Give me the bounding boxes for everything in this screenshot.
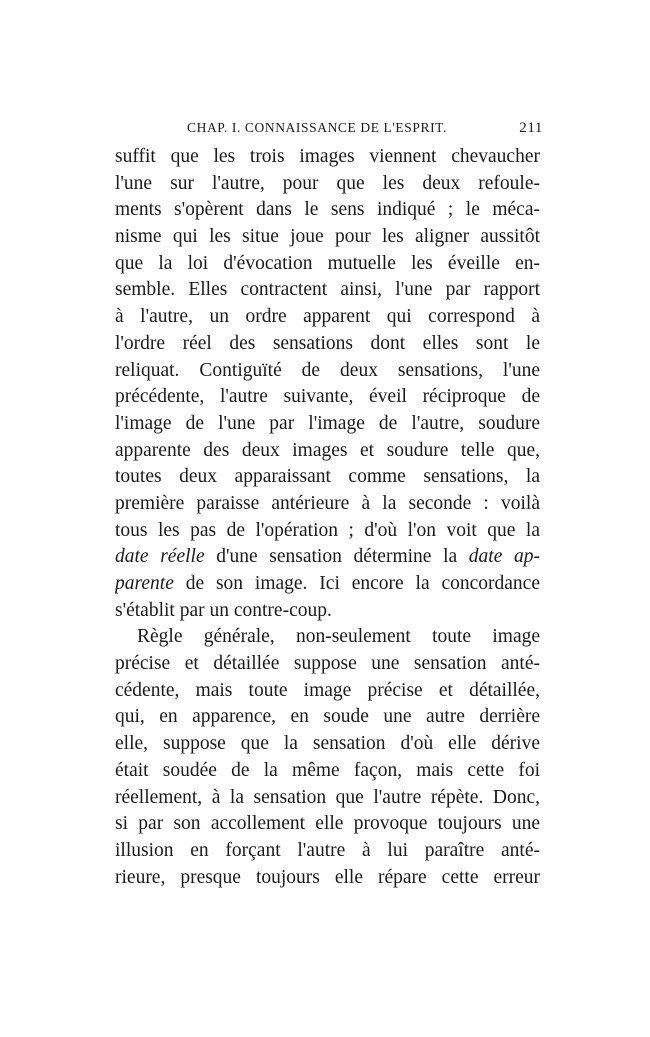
running-title: CHAP. I. CONNAISSANCE DE L'ESPRIT. — [187, 120, 447, 135]
text-line: cédente, mais toute image précise et détaillée, — [115, 679, 540, 701]
text-line: précise et détaillée suppose une sensation anté- — [115, 653, 540, 675]
text-line: s'établit par un contre-coup. — [115, 599, 332, 621]
text-segment: de son image. Ici encore la concordance — [173, 573, 540, 594]
italic-phrase: date réelle — [115, 546, 205, 568]
body-text — [115, 144, 540, 891]
text-line: apparente des deux images et soudure telle que, — [115, 439, 540, 461]
text-line: que la loi d'évocation mutuelle les éveille en- — [115, 252, 540, 274]
italic-phrase: parente — [115, 573, 174, 594]
text-line: réellement, à la sensation que l'autre répète. Donc, — [115, 786, 540, 808]
text-line: semble. Elles contractent ainsi, l'une par rapport — [115, 279, 540, 301]
text-line: illusion en forçant l'autre à lui paraître anté- — [115, 839, 540, 861]
text-line: à l'autre, un ordre apparent qui correspond à — [115, 306, 540, 328]
text-line: si par son accollement elle provoque toujours une — [115, 813, 540, 835]
text-line: l'ordre réel des sensations dont elles sont le — [115, 332, 540, 354]
text-line: ments s'opèrent dans le sens indiqué ; le méca- — [115, 199, 540, 221]
text-line: rieure, presque toujours elle répare cette erreur — [115, 866, 540, 888]
text-line: toutes deux apparaissant comme sensations, la — [115, 466, 540, 488]
text-line: première paraisse antérieure à la seconde : voilà — [115, 492, 540, 514]
text-line: tous les pas de l'opération ; d'où l'on voit que la — [115, 519, 540, 541]
text-line: l'image de l'une par l'image de l'autre, soudure — [115, 412, 540, 434]
text-line: suffit que les trois images viennent chevaucher — [115, 146, 540, 167]
text-line: précédente, l'autre suivante, éveil réciproque de — [115, 386, 540, 408]
page-header — [115, 120, 543, 140]
text-line-with-italics — [115, 571, 540, 598]
text-line: Règle générale, non-seulement toute image — [137, 626, 540, 648]
italic-phrase: date ap- — [468, 546, 540, 568]
text-line: était soudée de la même façon, mais cette foi — [115, 759, 540, 781]
text-line: reliquat. Contiguïté de deux sensations, l'une — [115, 359, 540, 381]
text-line: qui, en apparence, en soude une autre derrière — [115, 706, 540, 728]
text-line: l'une sur l'autre, pour que les deux refoule- — [115, 172, 540, 194]
text-line: nisme qui les situe joue pour les aligner aussitôt — [115, 226, 540, 248]
page-number: 211 — [519, 120, 543, 136]
text-line-with-italics — [115, 544, 540, 571]
text-line: elle, suppose que la sensation d'où elle dérive — [115, 733, 540, 755]
text-segment: d'une sensation détermine la — [204, 546, 469, 568]
